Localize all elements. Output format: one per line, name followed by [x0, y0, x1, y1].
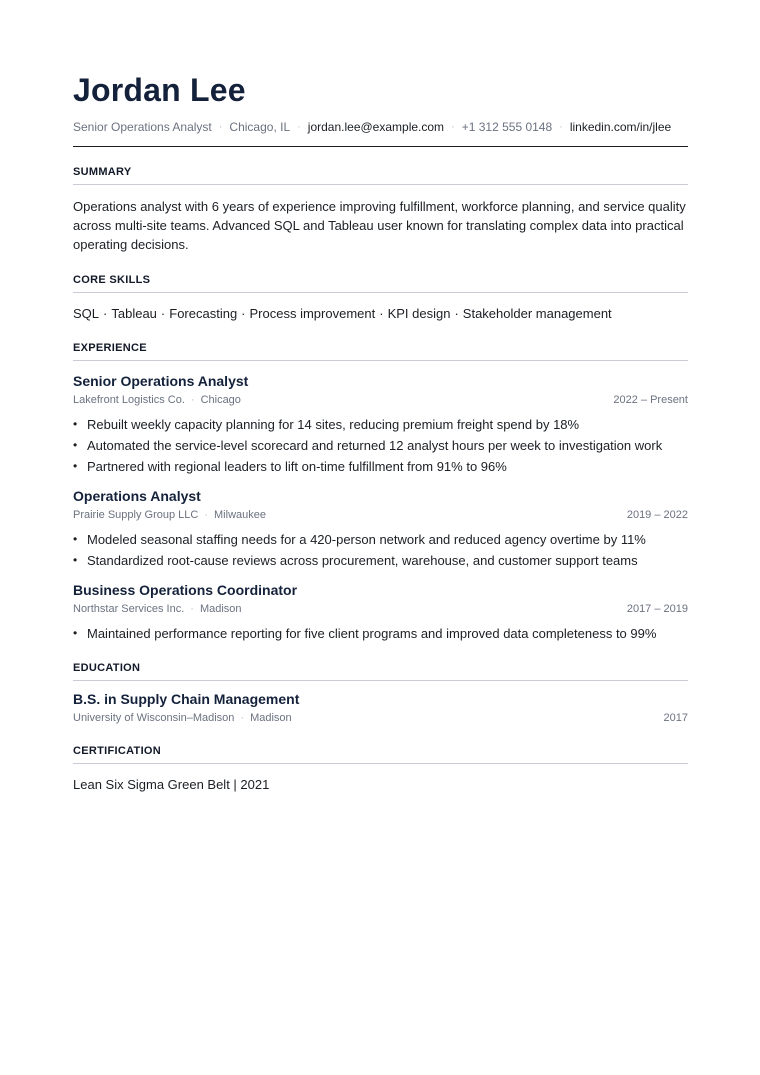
- skill-item: Stakeholder management: [462, 306, 612, 321]
- degree-title: B.S. in Supply Chain Management: [73, 691, 300, 707]
- job-entry: [73, 373, 688, 477]
- contact-line: [73, 120, 688, 134]
- job-dates: 2017 – 2019: [626, 603, 688, 615]
- skills-section: [73, 274, 688, 322]
- job-entry: [73, 488, 688, 571]
- job-entry: [73, 582, 688, 644]
- job-title: Senior Operations Analyst: [73, 373, 249, 389]
- contact-separator: ·: [559, 121, 563, 133]
- job-city: Milwaukee: [214, 509, 266, 521]
- summary-text: Operations analyst with 6 years of experience improving fulfillment, workforce planning, and service quality across multi-site teams. Advanced SQL and Tableau user known for translating complex data into practical operating decisions.: [73, 199, 686, 252]
- candidate-name: Jordan Lee: [73, 72, 246, 108]
- job-meta: Lakefront Logistics Co. · Chicago 2022 – Present: [73, 394, 688, 406]
- email-link[interactable]: jordan.lee@example.com: [307, 120, 445, 134]
- job-dates: 2022 – Present: [613, 394, 688, 406]
- job-meta: Prairie Supply Group LLC · Milwaukee 2019 – 2022: [73, 509, 688, 521]
- headline-title: Senior Operations Analyst: [73, 120, 212, 134]
- bullet-item: • Standardized root-cause reviews across procurement, warehouse, and customer support teams: [73, 550, 688, 571]
- contact-separator: ·: [297, 121, 301, 133]
- skill-item: Process improvement: [249, 306, 376, 321]
- job-title: Operations Analyst: [73, 488, 201, 504]
- skill-item: KPI design: [387, 306, 451, 321]
- education-heading: EDUCATION: [73, 662, 688, 681]
- skills-list: SQL · Tableau · Forecasting · Process improvement · KPI design · Stakeholder management: [73, 306, 612, 321]
- summary-heading: SUMMARY: [73, 166, 688, 185]
- bullet-item: • Maintained performance reporting for five client programs and improved data completeness to 99%: [73, 623, 688, 644]
- school-name: University of Wisconsin–Madison: [73, 712, 235, 724]
- company-name: Northstar Services Inc.: [73, 603, 185, 615]
- contact-separator: ·: [218, 121, 223, 133]
- education-section: [73, 662, 688, 725]
- summary-section: [73, 166, 688, 254]
- contact-separator: ·: [451, 121, 455, 133]
- company-name: Prairie Supply Group LLC: [73, 509, 199, 521]
- skills-heading: CORE SKILLS: [73, 274, 688, 293]
- bullet-item: • Partnered with regional leaders to lift on-time fulfillment from 91% to 96%: [73, 456, 688, 477]
- bullet-item: • Automated the service-level scorecard and returned 12 analyst hours per week to investigation work: [73, 435, 688, 456]
- job-city: Madison: [199, 603, 242, 615]
- certification-heading: CERTIFICATION: [73, 745, 688, 764]
- job-title: Business Operations Coordinator: [73, 582, 298, 598]
- bullet-item: • Rebuilt weekly capacity planning for 14 sites, reducing premium freight spend by 18%: [73, 414, 688, 435]
- job-bullets: [73, 623, 688, 644]
- graduation-year: 2017: [663, 712, 688, 724]
- bullet-item: • Modeled seasonal staffing needs for a 420-person network and reduced agency overtime by 11%: [73, 529, 688, 550]
- job-dates: 2019 – 2022: [626, 509, 688, 521]
- phone-number: +1 312 555 0148: [461, 120, 553, 134]
- education-meta: University of Wisconsin–Madison · Madison 2017: [73, 712, 688, 724]
- certification-section: [73, 745, 688, 793]
- skill-item: Forecasting: [169, 306, 238, 321]
- school-city: Madison: [250, 712, 292, 724]
- header-divider: [73, 146, 688, 147]
- skill-item: SQL: [73, 306, 100, 321]
- company-name: Lakefront Logistics Co.: [73, 394, 185, 406]
- job-meta: Northstar Services Inc. · Madison 2017 – 2019: [73, 603, 688, 615]
- certification-text: Lean Six Sigma Green Belt | 2021: [73, 777, 270, 792]
- experience-heading: EXPERIENCE: [73, 342, 688, 361]
- job-bullets: [73, 529, 688, 571]
- skill-item: Tableau: [111, 306, 157, 321]
- linkedin-link[interactable]: linkedin.com/in/jlee: [569, 120, 672, 134]
- job-bullets: [73, 414, 688, 477]
- job-city: Chicago: [200, 394, 241, 406]
- education-entry: [73, 691, 688, 725]
- experience-section: [73, 342, 688, 644]
- location: Chicago, IL: [229, 120, 291, 134]
